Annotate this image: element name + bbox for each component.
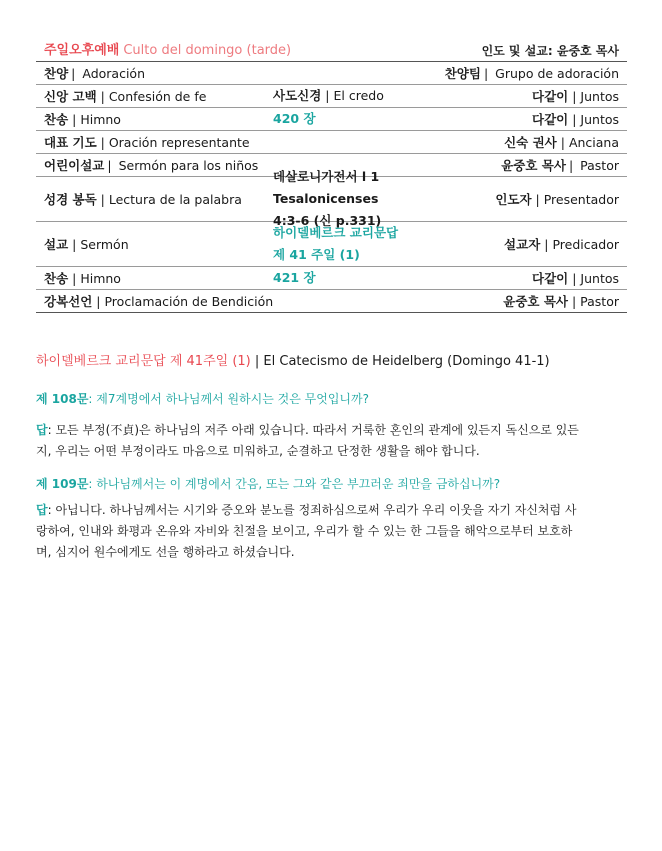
order-row-item: 어린이설교 | Sermón para los niños <box>44 158 259 173</box>
officiant: 인도 및 설교: 윤중호 목사 <box>481 44 619 58</box>
question-109 <box>36 474 586 495</box>
order-title <box>44 41 291 61</box>
order-row-leader: 다같이 | Juntos <box>532 89 619 104</box>
order-header <box>36 36 627 62</box>
order-row <box>36 108 627 131</box>
answer-109 <box>36 500 586 563</box>
leader-es: Predicador <box>552 237 619 252</box>
item-es: Himno <box>80 112 121 127</box>
detail-ko: 사도신경 <box>273 88 322 103</box>
question-108 <box>36 389 586 410</box>
order-row-leader: 신숙 권사 | Anciana <box>504 135 619 150</box>
leader-ko: 다같이 <box>532 271 569 286</box>
order-row-item: 찬송 | Himno <box>44 112 121 127</box>
order-title-es: Culto del domingo (tarde) <box>123 43 292 58</box>
item-ko: 성경 봉독 <box>44 192 97 207</box>
item-es: Sermón para los niños <box>118 158 259 173</box>
item-ko: 찬양 <box>44 66 69 81</box>
order-row-item: 찬송 | Himno <box>44 271 121 286</box>
leader-ko: 다같이 <box>532 112 569 127</box>
order-row-item: 설교 | Sermón <box>44 237 129 252</box>
scripture-line-2: 4:3-6 (신 p.331) <box>273 213 382 228</box>
item-es: Himno <box>80 271 121 286</box>
order-row-detail <box>273 222 469 266</box>
item-ko: 강복선언 <box>44 294 93 309</box>
order-row-leader: 윤중호 목사 | Pastor <box>503 294 619 309</box>
leader-ko: 윤중호 목사 <box>501 158 566 173</box>
leader-es: Grupo de adoración <box>495 66 619 81</box>
order-row <box>36 267 627 290</box>
item-es: Oración representante <box>108 135 250 150</box>
catechism-title: 하이델베르크 교리문답 제 41주일 (1) | El Catecismo de Heidelberg (Domingo 41-1) <box>36 354 550 369</box>
item-es: Adoración <box>82 66 145 81</box>
leader-ko: 설교자 <box>504 237 541 252</box>
order-row-detail <box>273 267 469 289</box>
item-es: Proclamación de Bendición <box>104 294 274 309</box>
order-title-ko: 주일오후예배 <box>44 43 120 58</box>
item-ko: 찬송 <box>44 112 69 127</box>
answer-text: : 모든 부정(不貞)은 하나님의 저주 아래 있습니다. 따라서 거룩한 혼인의 관계에 있든지 독신으로 있든지, 우리는 어떤 부정이라도 마음으로 미워하고, 순결하고 단정한 생활을 해야 합니다. <box>36 423 579 458</box>
leader-es: Juntos <box>580 271 619 286</box>
sermon-line-1: 하이델베르크 교리문답 <box>273 225 399 240</box>
order-row-detail: 사도신경 | El credo <box>273 88 384 103</box>
catechism-title-es: El Catecismo de Heidelberg (Domingo 41-1) <box>263 354 550 369</box>
leader-ko: 다같이 <box>532 89 569 104</box>
leader-ko: 윤중호 목사 <box>503 294 568 309</box>
order-row <box>36 169 627 228</box>
order-row-leader: 다같이 | Juntos <box>532 112 619 127</box>
leader-es: Pastor <box>580 158 619 173</box>
order-row <box>36 131 627 154</box>
question-text: : 제7계명에서 하나님께서 원하시는 것은 무엇입니까? <box>88 392 369 406</box>
order-row-leader: 윤중호 목사 | Pastor <box>501 158 619 173</box>
order-row <box>36 222 627 267</box>
question-label: 제 109문 <box>36 477 89 491</box>
hymn-number: 420 장 <box>273 111 316 126</box>
question-text: : 하나님께서는 이 계명에서 간음, 또는 그와 같은 부끄러운 죄만을 금하십니까? <box>88 477 501 491</box>
leader-ko: 찬양팀 <box>444 66 481 81</box>
item-ko: 찬송 <box>44 271 69 286</box>
order-row-item: 대표 기도 | Oración representante <box>44 135 250 150</box>
item-ko: 설교 <box>44 237 69 252</box>
order-row-leader: 다같이 | Juntos <box>532 271 619 286</box>
hymn-number: 421 장 <box>273 270 316 285</box>
answer-text: : 아닙니다. 하나님께서는 시기와 증오와 분노를 정죄하심으로써 우리가 우리 이웃을 자기 자신처럼 사랑하여, 인내와 화평과 온유와 자비와 친절을 보이고, 우리가 할 수 있는 한 그들을 해악으로부터 보호하며, 심지어 원수에게도 선을 행하라고 하셨습니다. <box>36 503 577 559</box>
item-es: Confesión de fe <box>108 89 207 104</box>
order-row-leader: 인도자 | Presentador <box>495 192 619 207</box>
leader-es: Presentador <box>543 192 619 207</box>
item-ko: 어린이설교 <box>44 158 105 173</box>
leader-ko: 신숙 권사 <box>504 135 557 150</box>
leader-es: Juntos <box>580 89 619 104</box>
order-row-leader: 설교자 | Predicador <box>504 237 619 252</box>
question-label: 제 108문 <box>36 392 89 406</box>
order-row-item: 성경 봉독 | Lectura de la palabra <box>44 192 242 207</box>
item-es: Lectura de la palabra <box>108 192 242 207</box>
item-es: Sermón <box>80 237 129 252</box>
order-row <box>36 62 627 85</box>
leader-es: Pastor <box>580 294 619 309</box>
answer-label: 답 <box>36 423 48 437</box>
catechism-title-ko: 하이델베르크 교리문답 제 41주일 (1) <box>36 354 251 369</box>
item-ko: 대표 기도 <box>44 135 97 150</box>
answer-108 <box>36 420 586 462</box>
scripture-line-1: 데살로니가전서 l 1 Tesalonicenses <box>273 169 380 206</box>
leader-es: Juntos <box>580 112 619 127</box>
order-row <box>36 290 627 313</box>
order-row-item: 찬양 | Adoración <box>44 66 145 81</box>
item-ko: 신앙 고백 <box>44 89 97 104</box>
order-row-detail <box>273 108 469 130</box>
order-row-leader: 찬양팀 | Grupo de adoración <box>444 66 619 81</box>
leader-ko: 인도자 <box>495 192 532 207</box>
order-row-item: 신앙 고백 | Confesión de fe <box>44 89 207 104</box>
worship-order <box>36 36 627 313</box>
order-row <box>36 85 627 108</box>
leader-es: Anciana <box>568 135 619 150</box>
order-row-item: 강복선언 | Proclamación de Bendición <box>44 294 274 309</box>
detail-es: El credo <box>333 88 384 103</box>
answer-label: 답 <box>36 503 48 517</box>
sermon-line-2: 제 41 주일 (1) <box>273 247 360 262</box>
